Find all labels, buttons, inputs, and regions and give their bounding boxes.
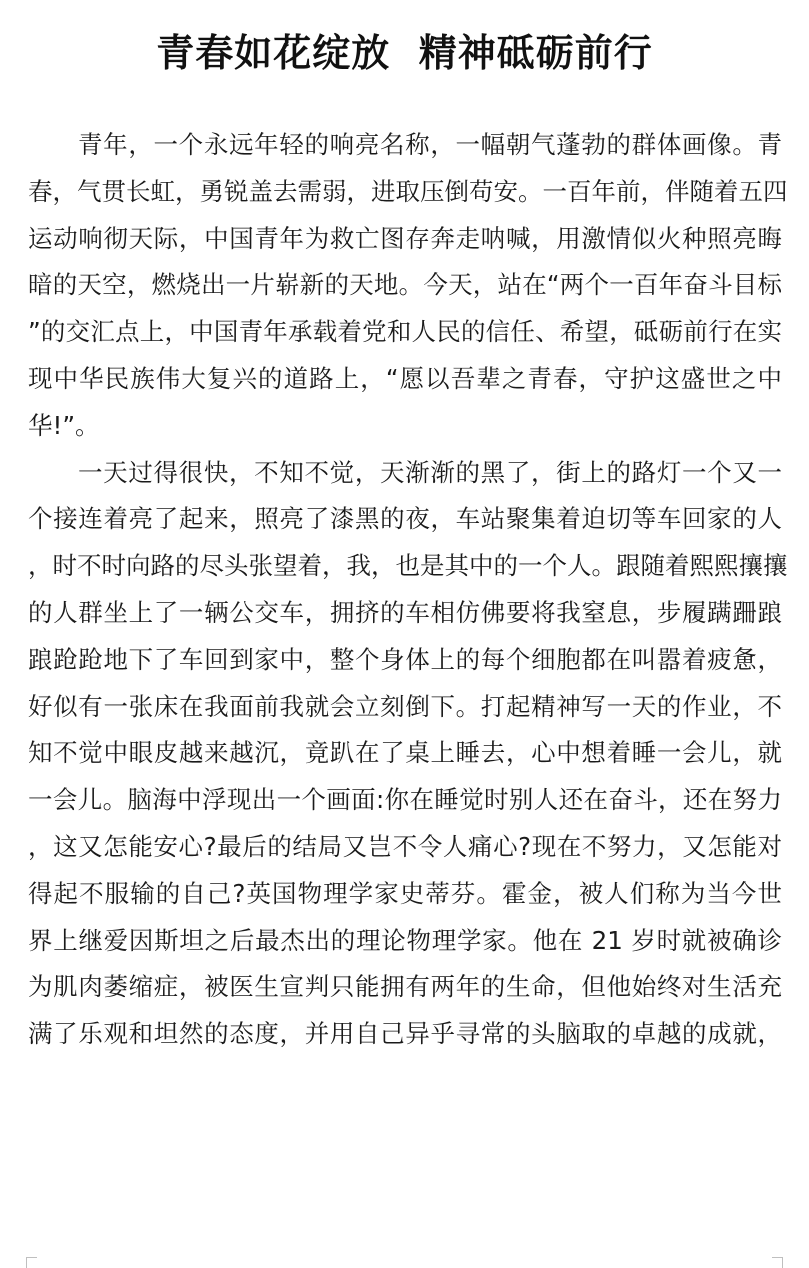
text-line: 好似有一张床在我面前我就会立刻倒下。打起精神写一天的作业，不 bbox=[28, 691, 782, 721]
text-line: 界上继爱因斯坦之后最杰出的理论物理学家。他在 21 岁时就被确诊 bbox=[28, 925, 782, 955]
text-line: ，这又怎能安心?最后的结局又岂不令人痛心?现在不努力，又怎能对 bbox=[28, 831, 782, 861]
text-line: 春，气贯长虹，勇锐盖去需弱，进取压倒苟安。一百年前，伴随着五四 bbox=[28, 176, 788, 206]
text-line: 知不觉中眼皮越来越沉，竟趴在了桌上睡去，心中想着睡一会儿，就 bbox=[28, 738, 782, 768]
paragraph-2 bbox=[28, 450, 788, 1058]
text-line: 暗的天空，燃烧出一片崭新的天地。今天，站在“两个一百年奋斗目标 bbox=[28, 270, 782, 300]
text-line: 运动响彻天际，中国青年为救亡图存奔走呐喊，用激情似火种照亮晦 bbox=[28, 223, 782, 253]
text-line: 华!”。 bbox=[28, 410, 100, 440]
document-body bbox=[28, 122, 788, 1058]
document-title: 青春如花绽放 精神砥砺前行 bbox=[156, 31, 653, 75]
paragraph-1 bbox=[28, 122, 788, 450]
text-line: 的人群坐上了一辆公交车，拥挤的车相仿佛要将我窒息，步履蹒跚踉 bbox=[28, 597, 782, 627]
text-line: 一会儿。脑海中浮现出一个画面:你在睡觉时别人还在奋斗，还在努力 bbox=[28, 785, 782, 815]
page-corner-mark-right bbox=[772, 1257, 783, 1268]
text-line: 一天过得很快，不知不觉，天渐渐的黑了，街上的路灯一个又一 bbox=[78, 457, 782, 487]
page-corner-mark-left bbox=[26, 1257, 37, 1268]
text-line: 个接连着亮了起来，照亮了漆黑的夜，车站聚集着迫切等车回家的人 bbox=[28, 504, 782, 534]
text-line: 青年，一个永远年轻的响亮名称，一幅朝气蓬勃的群体画像。青 bbox=[78, 130, 782, 159]
text-line: ，时不时向路的尽头张望着，我，也是其中的一个人。跟随着熙熙攘攘 bbox=[28, 551, 788, 581]
text-line: 为肌肉萎缩症，被医生宣判只能拥有两年的生命，但他始终对生活充 bbox=[28, 972, 782, 1002]
text-line: 满了乐观和坦然的态度，并用自己异乎寻常的头脑取的卓越的成就， bbox=[28, 1019, 782, 1049]
text-line: 踉跄跄地下了车回到家中，整个身体上的每个细胞都在叫嚣着疲惫， bbox=[28, 644, 782, 674]
text-line: ”的交汇点上，中国青年承载着党和人民的信任、希望，砥砺前行在实 bbox=[28, 317, 782, 347]
text-line: 得起不服输的自己?英国物理学家史蒂芬。霍金，被人们称为当今世 bbox=[28, 878, 782, 908]
text-line: 现中华民族伟大复兴的道路上，“愿以吾辈之青春，守护这盛世之中 bbox=[28, 363, 782, 393]
